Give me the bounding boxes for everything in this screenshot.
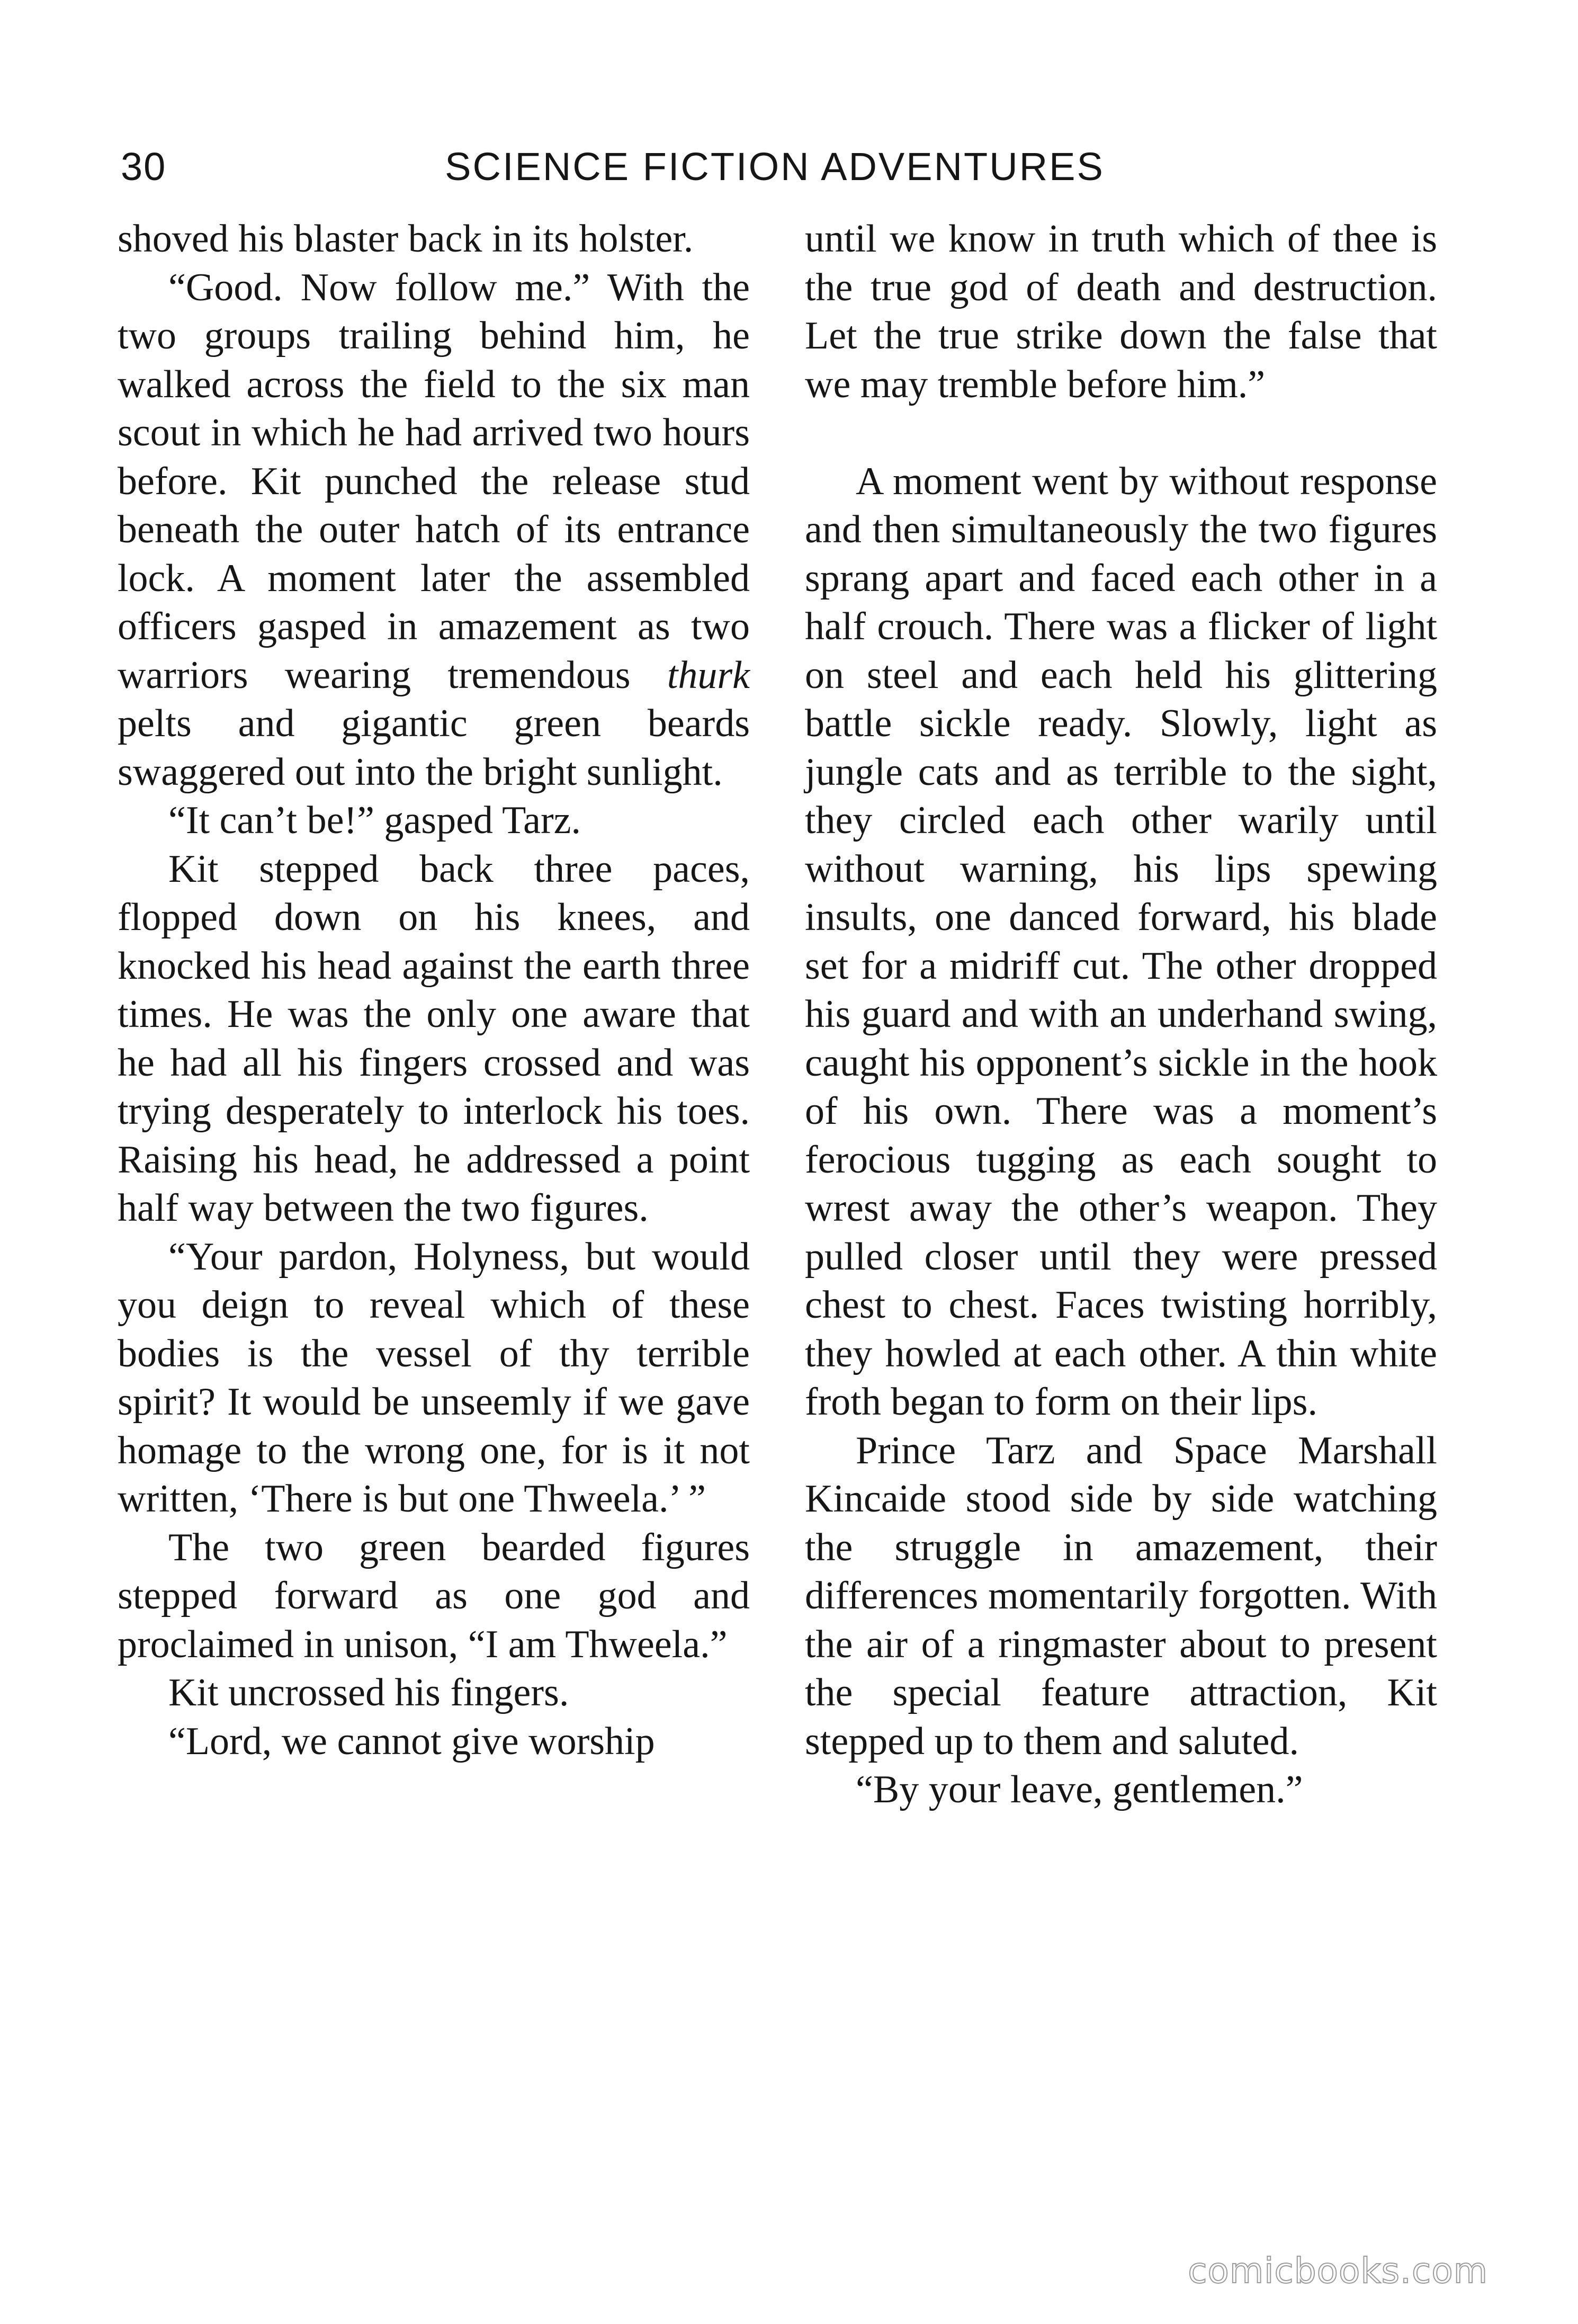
paragraph <box>118 264 750 797</box>
paragraph-text: “Good. Now follow me.” With the two groups trailing behind him, he walked across the field to the six man scout in which he had arrived two hours before. Kit punched the release stud beneath the outer hatch of its entrance lock. A moment later the assembled officers gasped in amazement as two warriors wearing tremendous <box>118 265 750 697</box>
paragraph: shoved his blaster back in its holster. <box>118 217 694 261</box>
page-number: 30 <box>121 145 167 189</box>
paragraph: “Your pardon, Holyness, but would you deign to reveal which of these bodies is the vessel of thy terrible spirit? It would be unseemly if we gave homage to the wrong one, for is it not written, ‘There is but one Thweela.’ ” <box>118 1235 750 1521</box>
right-column <box>805 215 1437 1814</box>
left-column <box>118 215 750 1766</box>
paragraph: “By your leave, gentlemen.” <box>856 1768 1303 1811</box>
paragraph: “It can’t be!” gasped Tarz. <box>168 799 581 842</box>
italic-word: thurk <box>667 653 750 697</box>
paragraph: Kit uncrossed his fingers. <box>168 1671 569 1714</box>
running-head: SCIENCE FICTION ADVENTURES <box>445 145 1105 189</box>
paragraph: The two green bearded figures stepped forward as one god and proclaimed in unison, “I am Thweela.” <box>118 1525 750 1666</box>
page-header <box>121 138 1429 196</box>
watermark: comicbooks.com <box>1188 2250 1488 2291</box>
paragraph: Prince Tarz and Space Marshall Kincaide stood side by side watching the struggle in amazement, their differences momentarily forgotten. With the air of a ringmaster about to present the special feature attraction, Kit stepped up to them and saluted. <box>805 1428 1437 1763</box>
paragraph: Kit stepped back three paces, flopped down on his knees, and knocked his head against the earth three times. He was the only one aware that he had all his fingers crossed and was trying desperately to interlock his toes. Raising his head, he addressed a point half way between the two figures. <box>118 847 750 1230</box>
paragraph: A moment went by without response and then simultaneously the two figures sprang apart and faced each other in a half crouch. There was a flicker of light on steel and each held his glittering battle sickle ready. Slowly, light as jungle cats and as terrible to the sight, they circled each other warily until without warning, his lips spewing insults, one danced forward, his blade set for a midriff cut. The other dropped his guard and with an underhand swing, caught his opponent’s sickle in the hook of his own. There was a moment’s ferocious tugging as each sought to wrest away the other’s weapon. They pulled closer until they were pressed chest to chest. Faces twisting horribly, they howled at each other. A thin white froth began to form on their lips. <box>805 459 1437 1424</box>
paragraph: until we know in truth which of thee is the true god of death and destruction. Let the true strike down the false that we may tremble before him.” <box>805 217 1437 406</box>
paragraph: “Lord, we cannot give worship <box>168 1719 655 1763</box>
paragraph-text: pelts and gigantic green beards swaggered out into the bright sunlight. <box>118 702 750 794</box>
